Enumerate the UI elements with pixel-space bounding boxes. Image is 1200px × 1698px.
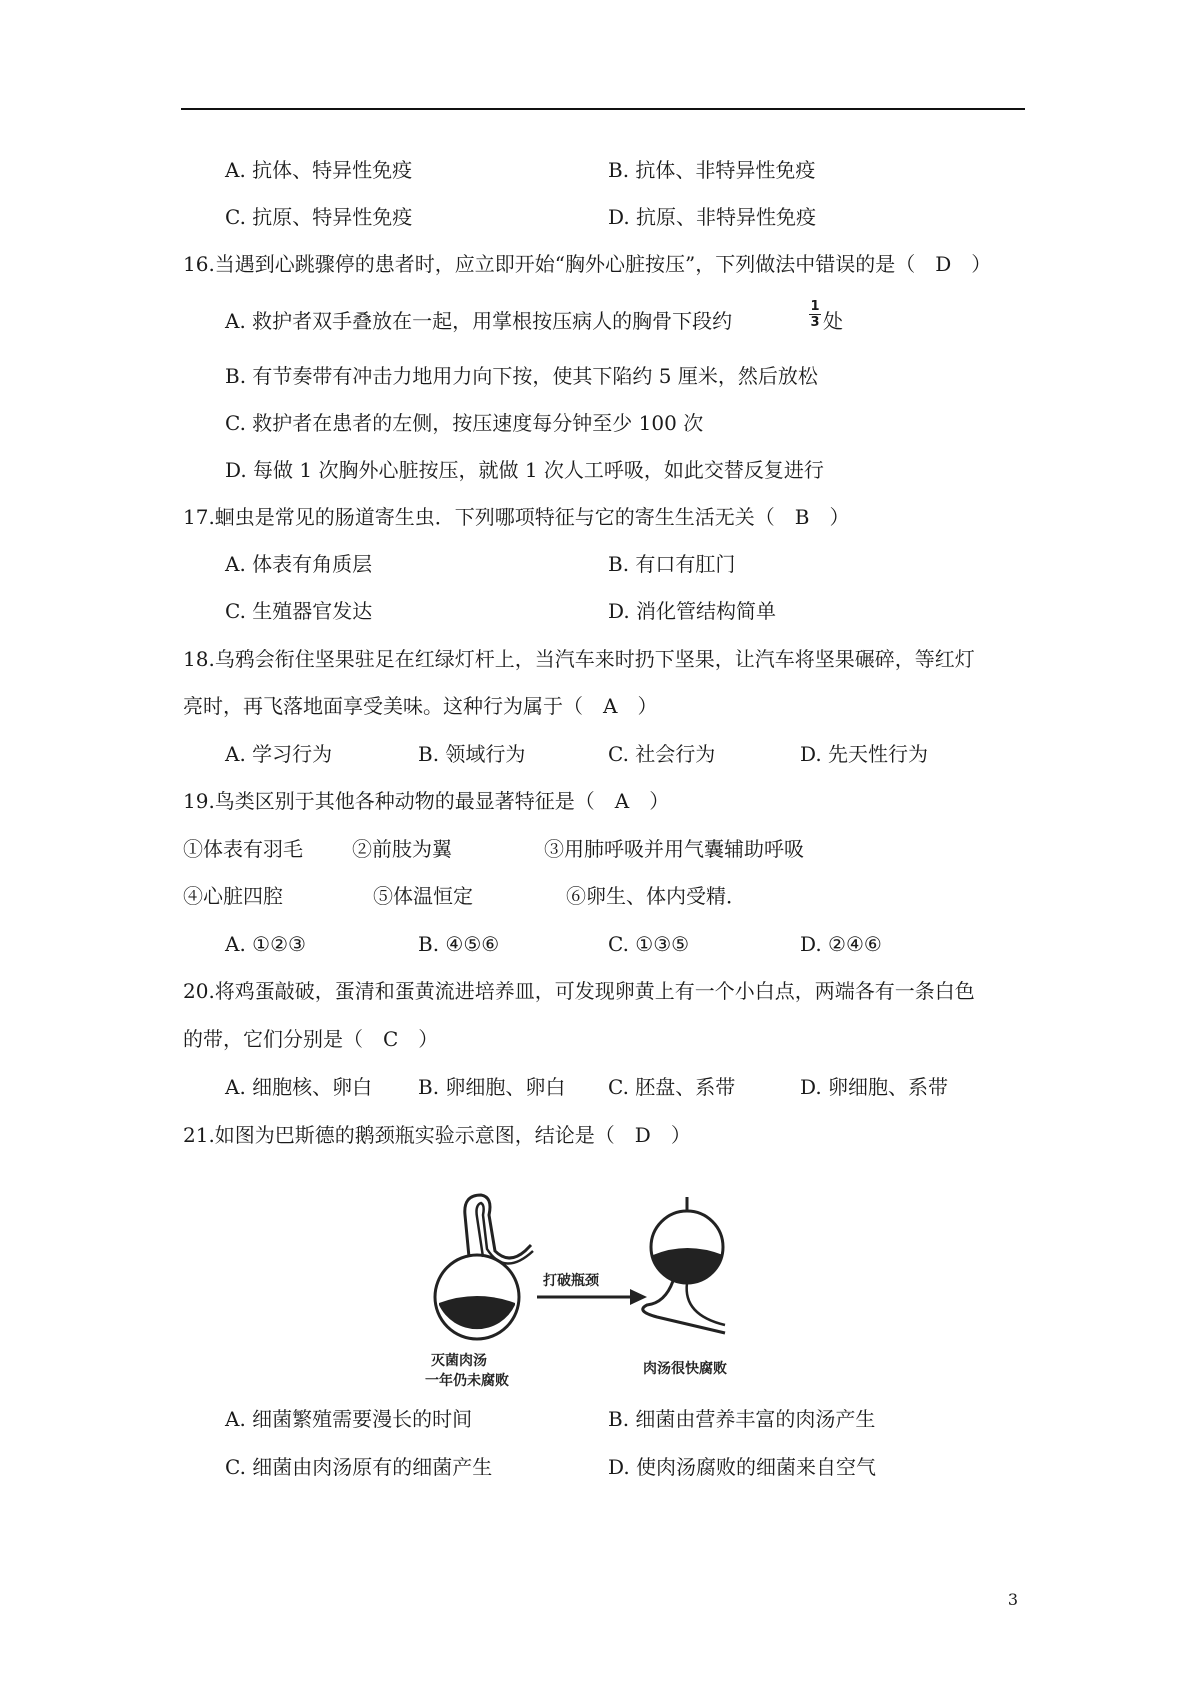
q20-stem-line-1: 20.将鸡蛋敲破，蛋清和蛋黄流进培养皿，可发现卵黄上有一个小白点，两端各有一条白色 [183, 979, 975, 1003]
left-caption-line-1: 灭菌肉汤 [431, 1353, 487, 1369]
header-rule [181, 108, 1025, 110]
q18-option-c: C. 社会行为 [608, 742, 716, 766]
q19-stem: 19.鸟类区别于其他各种动物的最显著特征是（ A ） [183, 789, 670, 813]
fraction-one-third [809, 300, 821, 329]
q21-option-b: B. 细菌由营养丰富的肉汤产生 [608, 1407, 876, 1431]
q19-item-6: ⑥卵生、体内受精． [566, 884, 746, 908]
q16-option-a: A. 救护者双手叠放在一起，用掌根按压病人的胸骨下段约 [225, 309, 733, 333]
q16-option-b: B. 有节奏带有冲击力地用力向下按，使其下陷约 5 厘米，然后放松 [225, 364, 818, 388]
q19-item-4: ④心脏四腔 [183, 884, 283, 908]
q19-option-a: A. ①②③ [225, 932, 306, 956]
q16-stem: 16.当遇到心跳骤停的患者时，应立即开始“胸外心脏按压”，下列做法中错误的是（ D ） [183, 252, 992, 276]
q20-option-c: C. 胚盘、系带 [608, 1075, 736, 1099]
q18-option-a: A. 学习行为 [225, 742, 333, 766]
q16-option-a-tail: 处 [823, 309, 843, 333]
q15-option-a: A. 抗体、特异性免疫 [225, 158, 413, 182]
q18-stem-line-2: 亮时，再飞落地面享受美味。这种行为属于（ A ） [183, 694, 658, 718]
q19-item-5: ⑤体温恒定 [373, 884, 473, 908]
q20-option-b: B. 卵细胞、卵白 [418, 1075, 566, 1099]
q17-stem: 17.蛔虫是常见的肠道寄生虫．下列哪项特征与它的寄生生活无关（ B ） [183, 505, 850, 529]
q15-option-c: C. 抗原、特异性免疫 [225, 205, 413, 229]
q18-option-d: D. 先天性行为 [800, 742, 929, 766]
q19-item-3: ③用肺呼吸并用气囊辅助呼吸 [544, 837, 804, 861]
q16-option-d: D. 每做 1 次胸外心脏按压，就做 1 次人工呼吸，如此交替反复进行 [225, 458, 824, 482]
q15-option-d: D. 抗原、非特异性免疫 [608, 205, 817, 229]
q21-option-d: D. 使肉汤腐败的细菌来自空气 [608, 1455, 877, 1479]
left-caption-line-2: 一年仍未腐败 [425, 1373, 509, 1389]
swan-neck-flask-diagram [425, 1185, 755, 1405]
right-flask [643, 1197, 725, 1333]
q21-option-a: A. 细菌繁殖需要漫长的时间 [225, 1407, 473, 1431]
left-flask [435, 1195, 533, 1339]
q21-option-c: C. 细菌由肉汤原有的细菌产生 [225, 1455, 493, 1479]
q17-option-c: C. 生殖器官发达 [225, 599, 373, 623]
q19-item-2: ②前肢为翼 [352, 837, 452, 861]
q15-option-b: B. 抗体、非特异性免疫 [608, 158, 816, 182]
fraction-numerator: 1 [810, 299, 820, 314]
swan-neck-flask-figure [425, 1185, 755, 1405]
q17-option-a: A. 体表有角质层 [225, 552, 373, 576]
q18-option-b: B. 领域行为 [418, 742, 526, 766]
page-number: 3 [1007, 1590, 1018, 1609]
right-caption: 肉汤很快腐败 [643, 1361, 727, 1377]
q18-stem-line-1: 18.乌鸦会衔住坚果驻足在红绿灯杆上，当汽车来时扔下坚果，让汽车将坚果碾碎，等红灯 [183, 647, 975, 671]
arrow-label: 打破瓶颈 [543, 1273, 599, 1289]
q16-option-c: C. 救护者在患者的左侧，按压速度每分钟至少 100 次 [225, 411, 704, 435]
q21-stem: 21.如图为巴斯德的鹅颈瓶实验示意图，结论是（ D ） [183, 1123, 691, 1147]
q19-option-d: D. ②④⑥ [800, 932, 882, 956]
process-arrow [537, 1289, 647, 1305]
q19-option-c: C. ①③⑤ [608, 932, 690, 956]
q20-option-d: D. 卵细胞、系带 [800, 1075, 949, 1099]
fraction-denominator: 3 [810, 315, 820, 330]
q19-option-b: B. ④⑤⑥ [418, 932, 500, 956]
q17-option-b: B. 有口有肛门 [608, 552, 736, 576]
q19-item-1: ①体表有羽毛 [183, 837, 303, 861]
q17-option-d: D. 消化管结构简单 [608, 599, 777, 623]
q20-stem-line-2: 的带，它们分别是（ C ） [183, 1027, 439, 1051]
q20-option-a: A. 细胞核、卵白 [225, 1075, 373, 1099]
